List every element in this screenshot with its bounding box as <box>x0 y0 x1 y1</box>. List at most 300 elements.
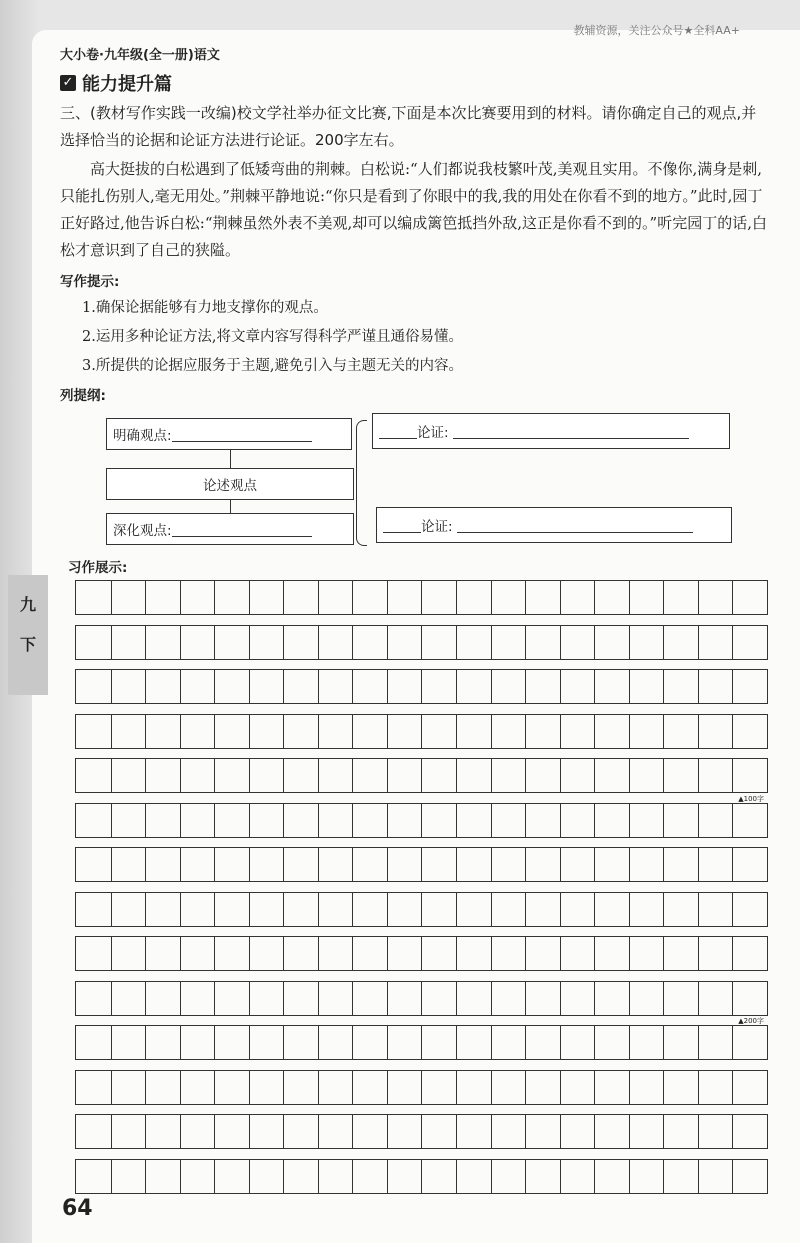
grid-cell[interactable] <box>145 759 180 792</box>
grid-cell[interactable] <box>698 1071 733 1104</box>
grid-cell[interactable] <box>180 715 215 748</box>
grid-cell[interactable] <box>318 893 353 926</box>
grid-cell[interactable] <box>560 1160 595 1193</box>
grid-cell[interactable] <box>180 1115 215 1148</box>
grid-cell[interactable] <box>698 804 733 837</box>
grid-cell[interactable] <box>698 1115 733 1148</box>
grid-cell[interactable] <box>76 670 111 703</box>
grid-cell[interactable] <box>421 1071 456 1104</box>
grid-cell[interactable] <box>318 759 353 792</box>
grid-cell[interactable] <box>249 715 284 748</box>
grid-cell[interactable] <box>732 1071 767 1104</box>
grid-cell[interactable] <box>318 626 353 659</box>
grid-cell[interactable] <box>456 893 491 926</box>
grid-cell[interactable] <box>594 982 629 1015</box>
grid-cell[interactable] <box>111 937 146 970</box>
grid-cell[interactable] <box>318 581 353 614</box>
grid-cell[interactable] <box>180 1160 215 1193</box>
grid-cell[interactable] <box>663 1160 698 1193</box>
grid-cell[interactable] <box>387 626 422 659</box>
grid-cell[interactable] <box>214 759 249 792</box>
grid-cell[interactable] <box>145 1071 180 1104</box>
grid-cell[interactable] <box>560 804 595 837</box>
grid-cell[interactable] <box>663 581 698 614</box>
grid-cell[interactable] <box>214 715 249 748</box>
grid-cell[interactable] <box>663 1071 698 1104</box>
grid-cell[interactable] <box>698 1160 733 1193</box>
grid-cell[interactable] <box>249 804 284 837</box>
grid-cell[interactable] <box>318 715 353 748</box>
grid-cell[interactable] <box>180 759 215 792</box>
grid-cell[interactable] <box>387 893 422 926</box>
grid-cell[interactable] <box>249 1026 284 1059</box>
grid-cell[interactable] <box>145 715 180 748</box>
grid-cell[interactable] <box>525 581 560 614</box>
grid-cell[interactable] <box>456 759 491 792</box>
grid-cell[interactable] <box>421 715 456 748</box>
grid-cell[interactable] <box>111 1115 146 1148</box>
grid-cell[interactable] <box>594 1115 629 1148</box>
grid-cell[interactable] <box>283 715 318 748</box>
grid-cell[interactable] <box>732 1026 767 1059</box>
grid-cell[interactable] <box>352 626 387 659</box>
grid-cell[interactable] <box>387 581 422 614</box>
grid-cell[interactable] <box>421 848 456 881</box>
grid-cell[interactable] <box>560 1115 595 1148</box>
grid-cell[interactable] <box>387 804 422 837</box>
argument-blank-1[interactable] <box>453 424 689 439</box>
grid-cell[interactable] <box>594 848 629 881</box>
grid-cell[interactable] <box>525 1026 560 1059</box>
grid-cell[interactable] <box>732 937 767 970</box>
grid-cell[interactable] <box>318 1026 353 1059</box>
grid-cell[interactable] <box>76 848 111 881</box>
grid-cell[interactable] <box>663 715 698 748</box>
grid-cell[interactable] <box>180 804 215 837</box>
grid-cell[interactable] <box>456 1160 491 1193</box>
grid-cell[interactable] <box>698 937 733 970</box>
grid-cell[interactable] <box>318 1115 353 1148</box>
grid-cell[interactable] <box>180 581 215 614</box>
grid-cell[interactable] <box>214 1026 249 1059</box>
grid-cell[interactable] <box>387 982 422 1015</box>
grid-cell[interactable] <box>352 1026 387 1059</box>
grid-cell[interactable] <box>421 893 456 926</box>
grid-cell[interactable] <box>732 715 767 748</box>
grid-cell[interactable] <box>111 1071 146 1104</box>
grid-cell[interactable] <box>629 1026 664 1059</box>
grid-cell[interactable] <box>145 982 180 1015</box>
grid-cell[interactable] <box>352 581 387 614</box>
grid-cell[interactable] <box>111 715 146 748</box>
grid-cell[interactable] <box>456 1115 491 1148</box>
grid-cell[interactable] <box>491 1115 526 1148</box>
grid-cell[interactable] <box>491 1071 526 1104</box>
grid-cell[interactable] <box>249 759 284 792</box>
grid-cell[interactable] <box>352 804 387 837</box>
grid-cell[interactable] <box>111 626 146 659</box>
grid-cell[interactable] <box>145 937 180 970</box>
grid-cell[interactable] <box>525 1115 560 1148</box>
grid-cell[interactable] <box>180 1026 215 1059</box>
grid-cell[interactable] <box>525 1071 560 1104</box>
grid-cell[interactable] <box>698 626 733 659</box>
grid-cell[interactable] <box>180 982 215 1015</box>
grid-cell[interactable] <box>491 893 526 926</box>
grid-cell[interactable] <box>560 1071 595 1104</box>
grid-cell[interactable] <box>283 1160 318 1193</box>
grid-cell[interactable] <box>214 893 249 926</box>
grid-cell[interactable] <box>560 581 595 614</box>
grid-cell[interactable] <box>560 670 595 703</box>
grid-cell[interactable] <box>387 1071 422 1104</box>
grid-row[interactable] <box>75 758 768 793</box>
grid-cell[interactable] <box>387 1026 422 1059</box>
grid-cell[interactable] <box>76 804 111 837</box>
grid-cell[interactable] <box>732 581 767 614</box>
grid-cell[interactable] <box>594 1026 629 1059</box>
grid-cell[interactable] <box>663 1115 698 1148</box>
grid-cell[interactable] <box>663 893 698 926</box>
grid-cell[interactable] <box>491 848 526 881</box>
grid-cell[interactable] <box>249 937 284 970</box>
grid-cell[interactable] <box>629 581 664 614</box>
grid-cell[interactable] <box>594 626 629 659</box>
grid-cell[interactable] <box>663 1026 698 1059</box>
grid-cell[interactable] <box>283 982 318 1015</box>
grid-cell[interactable] <box>732 1115 767 1148</box>
grid-cell[interactable] <box>111 982 146 1015</box>
grid-cell[interactable] <box>318 1160 353 1193</box>
grid-cell[interactable] <box>629 937 664 970</box>
grid-cell[interactable] <box>732 848 767 881</box>
grid-cell[interactable] <box>352 715 387 748</box>
grid-cell[interactable] <box>283 670 318 703</box>
grid-cell[interactable] <box>283 626 318 659</box>
grid-cell[interactable] <box>214 1071 249 1104</box>
grid-cell[interactable] <box>560 848 595 881</box>
grid-cell[interactable] <box>594 1071 629 1104</box>
grid-cell[interactable] <box>629 670 664 703</box>
grid-cell[interactable] <box>663 804 698 837</box>
grid-cell[interactable] <box>698 715 733 748</box>
grid-cell[interactable] <box>387 937 422 970</box>
grid-cell[interactable] <box>283 848 318 881</box>
grid-cell[interactable] <box>663 626 698 659</box>
grid-cell[interactable] <box>249 848 284 881</box>
grid-cell[interactable] <box>421 1115 456 1148</box>
grid-cell[interactable] <box>560 937 595 970</box>
grid-cell[interactable] <box>283 893 318 926</box>
grid-cell[interactable] <box>76 1115 111 1148</box>
grid-row[interactable] <box>75 1025 768 1060</box>
grid-cell[interactable] <box>387 1160 422 1193</box>
grid-cell[interactable] <box>387 759 422 792</box>
grid-cell[interactable] <box>525 626 560 659</box>
grid-cell[interactable] <box>352 759 387 792</box>
grid-row[interactable] <box>75 580 768 615</box>
grid-row[interactable] <box>75 803 768 838</box>
grid-cell[interactable] <box>594 670 629 703</box>
grid-cell[interactable] <box>249 893 284 926</box>
grid-cell[interactable] <box>732 804 767 837</box>
grid-cell[interactable] <box>387 848 422 881</box>
grid-cell[interactable] <box>318 804 353 837</box>
grid-row[interactable] <box>75 1070 768 1105</box>
grid-cell[interactable] <box>318 937 353 970</box>
grid-cell[interactable] <box>180 1071 215 1104</box>
grid-cell[interactable] <box>698 670 733 703</box>
grid-cell[interactable] <box>145 670 180 703</box>
grid-cell[interactable] <box>732 759 767 792</box>
grid-cell[interactable] <box>352 1071 387 1104</box>
grid-cell[interactable] <box>456 1026 491 1059</box>
grid-cell[interactable] <box>491 581 526 614</box>
grid-cell[interactable] <box>491 1026 526 1059</box>
grid-cell[interactable] <box>214 581 249 614</box>
argument-method-blank-2[interactable] <box>383 518 421 533</box>
grid-cell[interactable] <box>76 1026 111 1059</box>
grid-row[interactable] <box>75 1114 768 1149</box>
grid-cell[interactable] <box>629 804 664 837</box>
grid-cell[interactable] <box>525 759 560 792</box>
grid-cell[interactable] <box>421 1026 456 1059</box>
grid-cell[interactable] <box>111 759 146 792</box>
grid-cell[interactable] <box>560 982 595 1015</box>
grid-cell[interactable] <box>491 670 526 703</box>
grid-cell[interactable] <box>145 1160 180 1193</box>
grid-cell[interactable] <box>525 670 560 703</box>
grid-cell[interactable] <box>663 848 698 881</box>
grid-cell[interactable] <box>629 982 664 1015</box>
grid-cell[interactable] <box>594 581 629 614</box>
grid-cell[interactable] <box>352 937 387 970</box>
grid-cell[interactable] <box>663 937 698 970</box>
grid-cell[interactable] <box>732 982 767 1015</box>
grid-cell[interactable] <box>76 715 111 748</box>
grid-cell[interactable] <box>180 893 215 926</box>
grid-cell[interactable] <box>525 893 560 926</box>
grid-cell[interactable] <box>76 1160 111 1193</box>
grid-cell[interactable] <box>249 581 284 614</box>
grid-cell[interactable] <box>421 670 456 703</box>
grid-row[interactable] <box>75 625 768 660</box>
grid-cell[interactable] <box>283 937 318 970</box>
grid-cell[interactable] <box>249 626 284 659</box>
grid-row[interactable] <box>75 714 768 749</box>
grid-cell[interactable] <box>180 937 215 970</box>
grid-cell[interactable] <box>111 581 146 614</box>
grid-cell[interactable] <box>629 893 664 926</box>
grid-cell[interactable] <box>145 804 180 837</box>
grid-cell[interactable] <box>249 1160 284 1193</box>
grid-cell[interactable] <box>560 715 595 748</box>
grid-cell[interactable] <box>111 670 146 703</box>
grid-cell[interactable] <box>663 670 698 703</box>
grid-cell[interactable] <box>76 581 111 614</box>
grid-cell[interactable] <box>525 1160 560 1193</box>
grid-cell[interactable] <box>249 670 284 703</box>
grid-cell[interactable] <box>525 715 560 748</box>
grid-cell[interactable] <box>698 1026 733 1059</box>
grid-cell[interactable] <box>352 848 387 881</box>
grid-cell[interactable] <box>76 982 111 1015</box>
grid-row[interactable] <box>75 669 768 704</box>
grid-cell[interactable] <box>111 848 146 881</box>
grid-cell[interactable] <box>698 893 733 926</box>
grid-cell[interactable] <box>525 804 560 837</box>
grid-cell[interactable] <box>111 1160 146 1193</box>
grid-cell[interactable] <box>421 982 456 1015</box>
grid-cell[interactable] <box>387 670 422 703</box>
grid-cell[interactable] <box>387 715 422 748</box>
grid-cell[interactable] <box>560 893 595 926</box>
grid-cell[interactable] <box>421 581 456 614</box>
grid-cell[interactable] <box>249 1071 284 1104</box>
grid-cell[interactable] <box>145 626 180 659</box>
grid-cell[interactable] <box>352 982 387 1015</box>
grid-row[interactable] <box>75 981 768 1016</box>
grid-cell[interactable] <box>491 1160 526 1193</box>
grid-cell[interactable] <box>318 670 353 703</box>
grid-cell[interactable] <box>76 1071 111 1104</box>
grid-cell[interactable] <box>214 626 249 659</box>
grid-cell[interactable] <box>421 759 456 792</box>
grid-cell[interactable] <box>111 804 146 837</box>
grid-cell[interactable] <box>145 581 180 614</box>
grid-cell[interactable] <box>76 937 111 970</box>
grid-cell[interactable] <box>214 1160 249 1193</box>
grid-cell[interactable] <box>560 759 595 792</box>
grid-cell[interactable] <box>421 626 456 659</box>
grid-cell[interactable] <box>491 626 526 659</box>
grid-cell[interactable] <box>594 1160 629 1193</box>
grid-cell[interactable] <box>629 1071 664 1104</box>
grid-cell[interactable] <box>352 670 387 703</box>
grid-cell[interactable] <box>491 759 526 792</box>
grid-cell[interactable] <box>145 848 180 881</box>
grid-cell[interactable] <box>456 804 491 837</box>
grid-cell[interactable] <box>594 759 629 792</box>
grid-cell[interactable] <box>525 937 560 970</box>
grid-cell[interactable] <box>594 715 629 748</box>
grid-cell[interactable] <box>629 626 664 659</box>
grid-cell[interactable] <box>594 937 629 970</box>
grid-cell[interactable] <box>732 670 767 703</box>
grid-cell[interactable] <box>318 848 353 881</box>
grid-cell[interactable] <box>456 715 491 748</box>
grid-cell[interactable] <box>594 804 629 837</box>
grid-cell[interactable] <box>525 848 560 881</box>
grid-cell[interactable] <box>352 893 387 926</box>
grid-cell[interactable] <box>732 1160 767 1193</box>
grid-cell[interactable] <box>214 848 249 881</box>
grid-cell[interactable] <box>491 804 526 837</box>
grid-cell[interactable] <box>456 626 491 659</box>
grid-cell[interactable] <box>456 937 491 970</box>
grid-cell[interactable] <box>421 1160 456 1193</box>
grid-cell[interactable] <box>491 937 526 970</box>
grid-cell[interactable] <box>214 982 249 1015</box>
grid-cell[interactable] <box>456 848 491 881</box>
grid-cell[interactable] <box>214 937 249 970</box>
grid-cell[interactable] <box>663 759 698 792</box>
grid-cell[interactable] <box>214 1115 249 1148</box>
grid-cell[interactable] <box>732 893 767 926</box>
grid-row[interactable] <box>75 936 768 971</box>
grid-cell[interactable] <box>629 848 664 881</box>
grid-cell[interactable] <box>629 1115 664 1148</box>
grid-cell[interactable] <box>283 804 318 837</box>
grid-row[interactable] <box>75 892 768 927</box>
grid-cell[interactable] <box>387 1115 422 1148</box>
grid-row[interactable] <box>75 847 768 882</box>
grid-cell[interactable] <box>145 893 180 926</box>
grid-cell[interactable] <box>283 1026 318 1059</box>
grid-cell[interactable] <box>214 670 249 703</box>
grid-row[interactable] <box>75 1159 768 1194</box>
argument-method-blank-1[interactable] <box>379 424 417 439</box>
grid-cell[interactable] <box>352 1115 387 1148</box>
grid-cell[interactable] <box>698 581 733 614</box>
grid-cell[interactable] <box>663 982 698 1015</box>
grid-cell[interactable] <box>111 1026 146 1059</box>
grid-cell[interactable] <box>698 982 733 1015</box>
grid-cell[interactable] <box>180 626 215 659</box>
grid-cell[interactable] <box>629 715 664 748</box>
grid-cell[interactable] <box>594 893 629 926</box>
grid-cell[interactable] <box>318 1071 353 1104</box>
grid-cell[interactable] <box>283 1071 318 1104</box>
grid-cell[interactable] <box>283 759 318 792</box>
grid-cell[interactable] <box>76 893 111 926</box>
grid-cell[interactable] <box>283 1115 318 1148</box>
grid-cell[interactable] <box>318 982 353 1015</box>
grid-cell[interactable] <box>421 804 456 837</box>
argument-blank-2[interactable] <box>457 518 693 533</box>
grid-cell[interactable] <box>698 759 733 792</box>
grid-cell[interactable] <box>456 1071 491 1104</box>
grid-cell[interactable] <box>249 1115 284 1148</box>
grid-cell[interactable] <box>76 759 111 792</box>
grid-cell[interactable] <box>732 626 767 659</box>
grid-cell[interactable] <box>560 626 595 659</box>
clear-viewpoint-blank[interactable] <box>172 427 312 442</box>
grid-cell[interactable] <box>525 982 560 1015</box>
grid-cell[interactable] <box>145 1026 180 1059</box>
grid-cell[interactable] <box>180 670 215 703</box>
deepen-viewpoint-blank[interactable] <box>172 522 312 537</box>
grid-cell[interactable] <box>698 848 733 881</box>
grid-cell[interactable] <box>180 848 215 881</box>
grid-cell[interactable] <box>456 670 491 703</box>
grid-cell[interactable] <box>283 581 318 614</box>
grid-cell[interactable] <box>111 893 146 926</box>
grid-cell[interactable] <box>456 581 491 614</box>
grid-cell[interactable] <box>491 715 526 748</box>
grid-cell[interactable] <box>352 1160 387 1193</box>
grid-cell[interactable] <box>421 937 456 970</box>
grid-cell[interactable] <box>145 1115 180 1148</box>
grid-cell[interactable] <box>629 759 664 792</box>
grid-cell[interactable] <box>629 1160 664 1193</box>
grid-cell[interactable] <box>249 982 284 1015</box>
grid-cell[interactable] <box>456 982 491 1015</box>
grid-cell[interactable] <box>560 1026 595 1059</box>
grid-cell[interactable] <box>214 804 249 837</box>
grid-cell[interactable] <box>76 626 111 659</box>
grid-cell[interactable] <box>491 982 526 1015</box>
